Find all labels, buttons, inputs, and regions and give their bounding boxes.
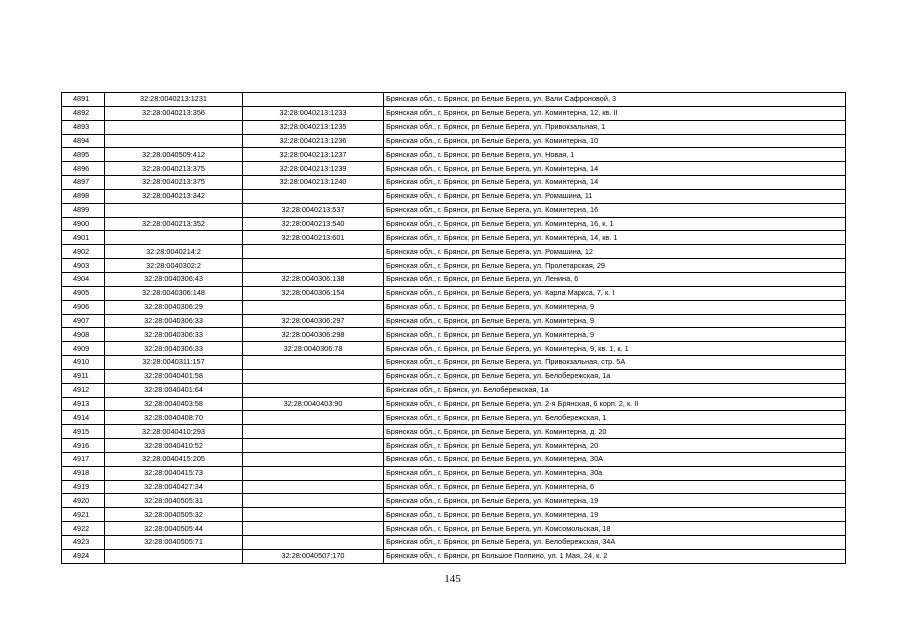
cadastral-number-building <box>243 536 384 550</box>
cadastral-number-building <box>243 383 384 397</box>
table-row <box>62 328 846 342</box>
cadastral-number-building <box>243 425 384 439</box>
cadastral-number-building: 32:28:0040213:601 <box>243 231 384 245</box>
table-row <box>62 134 846 148</box>
row-number: 4911 <box>62 369 105 383</box>
address-cell: Брянская обл., г. Брянск, рп Белые Берега, ул. Ромашина, 12 <box>384 245 846 259</box>
row-number: 4919 <box>62 480 105 494</box>
cadastral-number-parcel: 32:28:0040509:412 <box>105 148 243 162</box>
address-cell: Брянская обл., г. Брянск, рп Белые Берега, ул. Пролетарская, 29 <box>384 259 846 273</box>
row-number: 4920 <box>62 494 105 508</box>
table-row <box>62 286 846 300</box>
table-row <box>62 106 846 120</box>
address-cell: Брянская обл., г. Брянск, рп Большое Полпино, ул. 1 Мая, 24, к. 2 <box>384 549 846 563</box>
cadastral-number-parcel <box>105 134 243 148</box>
cadastral-number-parcel: 32:28:0040311:157 <box>105 356 243 370</box>
cadastral-number-building: 32:28:0040507:170 <box>243 549 384 563</box>
cadastral-number-parcel: 32:28:0040403:58 <box>105 397 243 411</box>
cadastral-number-building <box>243 189 384 203</box>
row-number: 4896 <box>62 162 105 176</box>
address-cell: Брянская обл., г. Брянск, рп Белые Берега, ул. Коминтерна, 20 <box>384 439 846 453</box>
cadastral-number-building <box>243 480 384 494</box>
row-number: 4902 <box>62 245 105 259</box>
cadastral-number-parcel: 32:28:0040415:73 <box>105 466 243 480</box>
table-row <box>62 411 846 425</box>
row-number: 4891 <box>62 93 105 107</box>
row-number: 4917 <box>62 452 105 466</box>
table-row <box>62 549 846 563</box>
row-number: 4922 <box>62 522 105 536</box>
row-number: 4908 <box>62 328 105 342</box>
table-row <box>62 452 846 466</box>
address-cell: Брянская обл., г. Брянск, рп Белые Берега, ул. Карла Маркса, 7, к. I <box>384 286 846 300</box>
table-row <box>62 466 846 480</box>
row-number: 4916 <box>62 439 105 453</box>
address-cell: Брянская обл., г. Брянск, рп Белые Берега, ул. Белобережская, 1а <box>384 369 846 383</box>
cadastral-number-parcel: 32:28:0040408:70 <box>105 411 243 425</box>
cadastral-number-parcel <box>105 120 243 134</box>
cadastral-number-building <box>243 508 384 522</box>
cadastral-number-parcel: 32:28:0040410:52 <box>105 439 243 453</box>
cadastral-number-building <box>243 494 384 508</box>
table-row <box>62 272 846 286</box>
address-cell: Брянская обл., г. Брянск, рп Белые Берега, ул. 2-я Брянская, 6 корп. 2, к. II <box>384 397 846 411</box>
cadastral-number-building <box>243 466 384 480</box>
cadastral-number-building: 32:28:0040306:154 <box>243 286 384 300</box>
cadastral-number-building: 32:28:0040213:540 <box>243 217 384 231</box>
address-cell: Брянская обл., г. Брянск, рп Белые Берега, ул. Коминтерна, 10 <box>384 134 846 148</box>
row-number: 4897 <box>62 176 105 190</box>
table-row <box>62 536 846 550</box>
cadastral-number-parcel: 32:28:0040505:71 <box>105 536 243 550</box>
cadastral-number-parcel <box>105 203 243 217</box>
cadastral-number-building: 32:28:0040213:1233 <box>243 106 384 120</box>
table-row <box>62 120 846 134</box>
table-row <box>62 300 846 314</box>
page-number: 145 <box>444 573 461 585</box>
row-number: 4899 <box>62 203 105 217</box>
address-cell: Брянская обл., г. Брянск, рп Белые Берега, ул. Белобережская, 34А <box>384 536 846 550</box>
row-number: 4907 <box>62 314 105 328</box>
cadastral-number-parcel: 32:28:0040427:34 <box>105 480 243 494</box>
address-cell: Брянская обл., г. Брянск, рп Белые Берега, ул. Коминтерна, 9 <box>384 300 846 314</box>
cadastral-number-parcel <box>105 231 243 245</box>
cadastral-number-building: 32:28:0040213:1240 <box>243 176 384 190</box>
table-row <box>62 397 846 411</box>
cadastral-number-parcel: 32:28:0040401:64 <box>105 383 243 397</box>
address-cell: Брянская обл., г. Брянск, рп Белые Берега, ул. Коминтерна, 16 <box>384 203 846 217</box>
address-cell: Брянская обл., г. Брянск, рп Белые Берега, ул. Коминтерна, 9, кв. 1, к. 1 <box>384 342 846 356</box>
cadastral-number-building: 32:28:0040213:1235 <box>243 120 384 134</box>
table-row <box>62 217 846 231</box>
address-cell: Брянская обл., г. Брянск, рп Белые Берега, ул. Вали Сафроновой, 3 <box>384 93 846 107</box>
address-cell: Брянская обл., г. Брянск, рп Белые Берега, ул. Ромашина, 11 <box>384 189 846 203</box>
table-row <box>62 425 846 439</box>
address-cell: Брянская обл., г. Брянск, рп Белые Берега, ул. Коминтерна, 14 <box>384 162 846 176</box>
cadastral-number-building: 32:28:0040306:78 <box>243 342 384 356</box>
row-number: 4913 <box>62 397 105 411</box>
cadastral-number-building: 32:28:0040213:1237 <box>243 148 384 162</box>
row-number: 4905 <box>62 286 105 300</box>
table-row <box>62 176 846 190</box>
address-cell: Брянская обл., г. Брянск, рп Белые Берега, ул. Комсомольская, 18 <box>384 522 846 536</box>
cadastral-number-parcel <box>105 549 243 563</box>
row-number: 4923 <box>62 536 105 550</box>
address-cell: Брянская обл., г. Брянск, рп Белые Берега, ул. Коминтерна, 30А <box>384 452 846 466</box>
registry-table-body <box>62 93 846 564</box>
cadastral-number-building <box>243 369 384 383</box>
row-number: 4909 <box>62 342 105 356</box>
address-cell: Брянская обл., г. Брянск, рп Белые Берега, ул. Коминтерна, 16, к. 1 <box>384 217 846 231</box>
row-number: 4900 <box>62 217 105 231</box>
table-row <box>62 148 846 162</box>
cadastral-number-building <box>243 93 384 107</box>
cadastral-number-building: 32:28:0040213:1239 <box>243 162 384 176</box>
table-row <box>62 203 846 217</box>
cadastral-number-parcel: 32:28:0040306:43 <box>105 272 243 286</box>
table-row <box>62 356 846 370</box>
address-cell: Брянская обл., г. Брянск, рп Белые Берега, ул. Привокзальная, 1 <box>384 120 846 134</box>
table-row <box>62 439 846 453</box>
cadastral-number-parcel: 32:28:0040213:352 <box>105 217 243 231</box>
row-number: 4904 <box>62 272 105 286</box>
cadastral-number-parcel: 32:28:0040213:356 <box>105 106 243 120</box>
cadastral-number-parcel: 32:28:0040505:31 <box>105 494 243 508</box>
address-cell: Брянская обл., г. Брянск, рп Белые Берега, ул. Коминтерна, 19 <box>384 494 846 508</box>
cadastral-number-parcel: 32:28:0040302:2 <box>105 259 243 273</box>
table-row <box>62 522 846 536</box>
cadastral-number-parcel: 32:28:0040505:32 <box>105 508 243 522</box>
cadastral-number-building <box>243 259 384 273</box>
row-number: 4915 <box>62 425 105 439</box>
address-cell: Брянская обл., г. Брянск, рп Белые Берега, ул. Коминтерна, 12, кв. II <box>384 106 846 120</box>
cadastral-number-building <box>243 522 384 536</box>
address-cell: Брянская обл., г. Брянск, рп Белые Берега, ул. Коминтерна, 6 <box>384 480 846 494</box>
table-row <box>62 259 846 273</box>
cadastral-number-building: 32:28:0040306:297 <box>243 314 384 328</box>
cadastral-number-parcel: 32:28:0040306:33 <box>105 342 243 356</box>
row-number: 4892 <box>62 106 105 120</box>
address-cell: Брянская обл., г. Брянск, рп Белые Берега, ул. Коминтерна, 14 <box>384 176 846 190</box>
cadastral-number-building <box>243 300 384 314</box>
cadastral-number-parcel: 32:28:0040213:1231 <box>105 93 243 107</box>
table-row <box>62 383 846 397</box>
address-cell: Брянская обл., г. Брянск, рп Белые Берега, ул. Коминтерна, 30а <box>384 466 846 480</box>
cadastral-number-parcel: 32:28:0040306:29 <box>105 300 243 314</box>
row-number: 4918 <box>62 466 105 480</box>
row-number: 4893 <box>62 120 105 134</box>
table-row <box>62 508 846 522</box>
row-number: 4898 <box>62 189 105 203</box>
address-cell: Брянская обл., г. Брянск, рп Белые Берега, ул. Ленина, 6 <box>384 272 846 286</box>
table-row <box>62 494 846 508</box>
cadastral-number-building: 32:28:0040306:138 <box>243 272 384 286</box>
registry-table <box>61 92 846 564</box>
table-row <box>62 162 846 176</box>
address-cell: Брянская обл., г. Брянск, рп Белые Берега, ул. Коминтерна, 19 <box>384 508 846 522</box>
cadastral-number-building: 32:28:0040213:1236 <box>243 134 384 148</box>
table-row <box>62 480 846 494</box>
table-row <box>62 231 846 245</box>
row-number: 4912 <box>62 383 105 397</box>
row-number: 4895 <box>62 148 105 162</box>
address-cell: Брянская обл., г. Брянск, рп Белые Берега, ул. Коминтерна, 9 <box>384 314 846 328</box>
address-cell: Брянская обл., г. Брянск, ул. Белобережская, 1а <box>384 383 846 397</box>
cadastral-number-building: 32:28:0040403:90 <box>243 397 384 411</box>
cadastral-number-parcel: 32:28:0040214:2 <box>105 245 243 259</box>
cadastral-number-building <box>243 452 384 466</box>
cadastral-number-building <box>243 411 384 425</box>
row-number: 4921 <box>62 508 105 522</box>
cadastral-number-parcel: 32:28:0040410:293 <box>105 425 243 439</box>
address-cell: Брянская обл., г. Брянск, рп Белые Берега, ул. Коминтерна, 14, кв. 1 <box>384 231 846 245</box>
row-number: 4924 <box>62 549 105 563</box>
address-cell: Брянская обл., г. Брянск, рп Белые Берега, ул. Белобережская, 1 <box>384 411 846 425</box>
cadastral-number-building <box>243 356 384 370</box>
cadastral-number-building: 32:28:0040213:537 <box>243 203 384 217</box>
cadastral-number-parcel: 32:28:0040213:375 <box>105 176 243 190</box>
address-cell: Брянская обл., г. Брянск, рп Белые Берега, ул. Привокзальная, стр. 5А <box>384 356 846 370</box>
table-row <box>62 342 846 356</box>
address-cell: Брянская обл., г. Брянск, рп Белые Берега, ул. Коминтерна, д. 20 <box>384 425 846 439</box>
row-number: 4894 <box>62 134 105 148</box>
cadastral-number-parcel: 32:28:0040306:33 <box>105 328 243 342</box>
row-number: 4903 <box>62 259 105 273</box>
table-row <box>62 93 846 107</box>
cadastral-number-building <box>243 245 384 259</box>
cadastral-number-parcel: 32:28:0040415:205 <box>105 452 243 466</box>
cadastral-number-parcel: 32:28:0040401:58 <box>105 369 243 383</box>
table-row <box>62 189 846 203</box>
row-number: 4901 <box>62 231 105 245</box>
address-cell: Брянская обл., г. Брянск, рп Белые Берега, ул. Коминтерна, 9 <box>384 328 846 342</box>
cadastral-number-parcel: 32:28:0040306:148 <box>105 286 243 300</box>
table-row <box>62 314 846 328</box>
cadastral-number-parcel: 32:28:0040505:44 <box>105 522 243 536</box>
row-number: 4914 <box>62 411 105 425</box>
cadastral-number-parcel: 32:28:0040213:375 <box>105 162 243 176</box>
cadastral-number-parcel: 32:28:0040306:33 <box>105 314 243 328</box>
row-number: 4910 <box>62 356 105 370</box>
cadastral-number-parcel: 32:28:0040213:342 <box>105 189 243 203</box>
row-number: 4906 <box>62 300 105 314</box>
table-row <box>62 369 846 383</box>
cadastral-number-building: 32:28:0040306:298 <box>243 328 384 342</box>
table-row <box>62 245 846 259</box>
address-cell: Брянская обл., г. Брянск, рп Белые Берега, ул. Новая, 1 <box>384 148 846 162</box>
cadastral-number-building <box>243 439 384 453</box>
